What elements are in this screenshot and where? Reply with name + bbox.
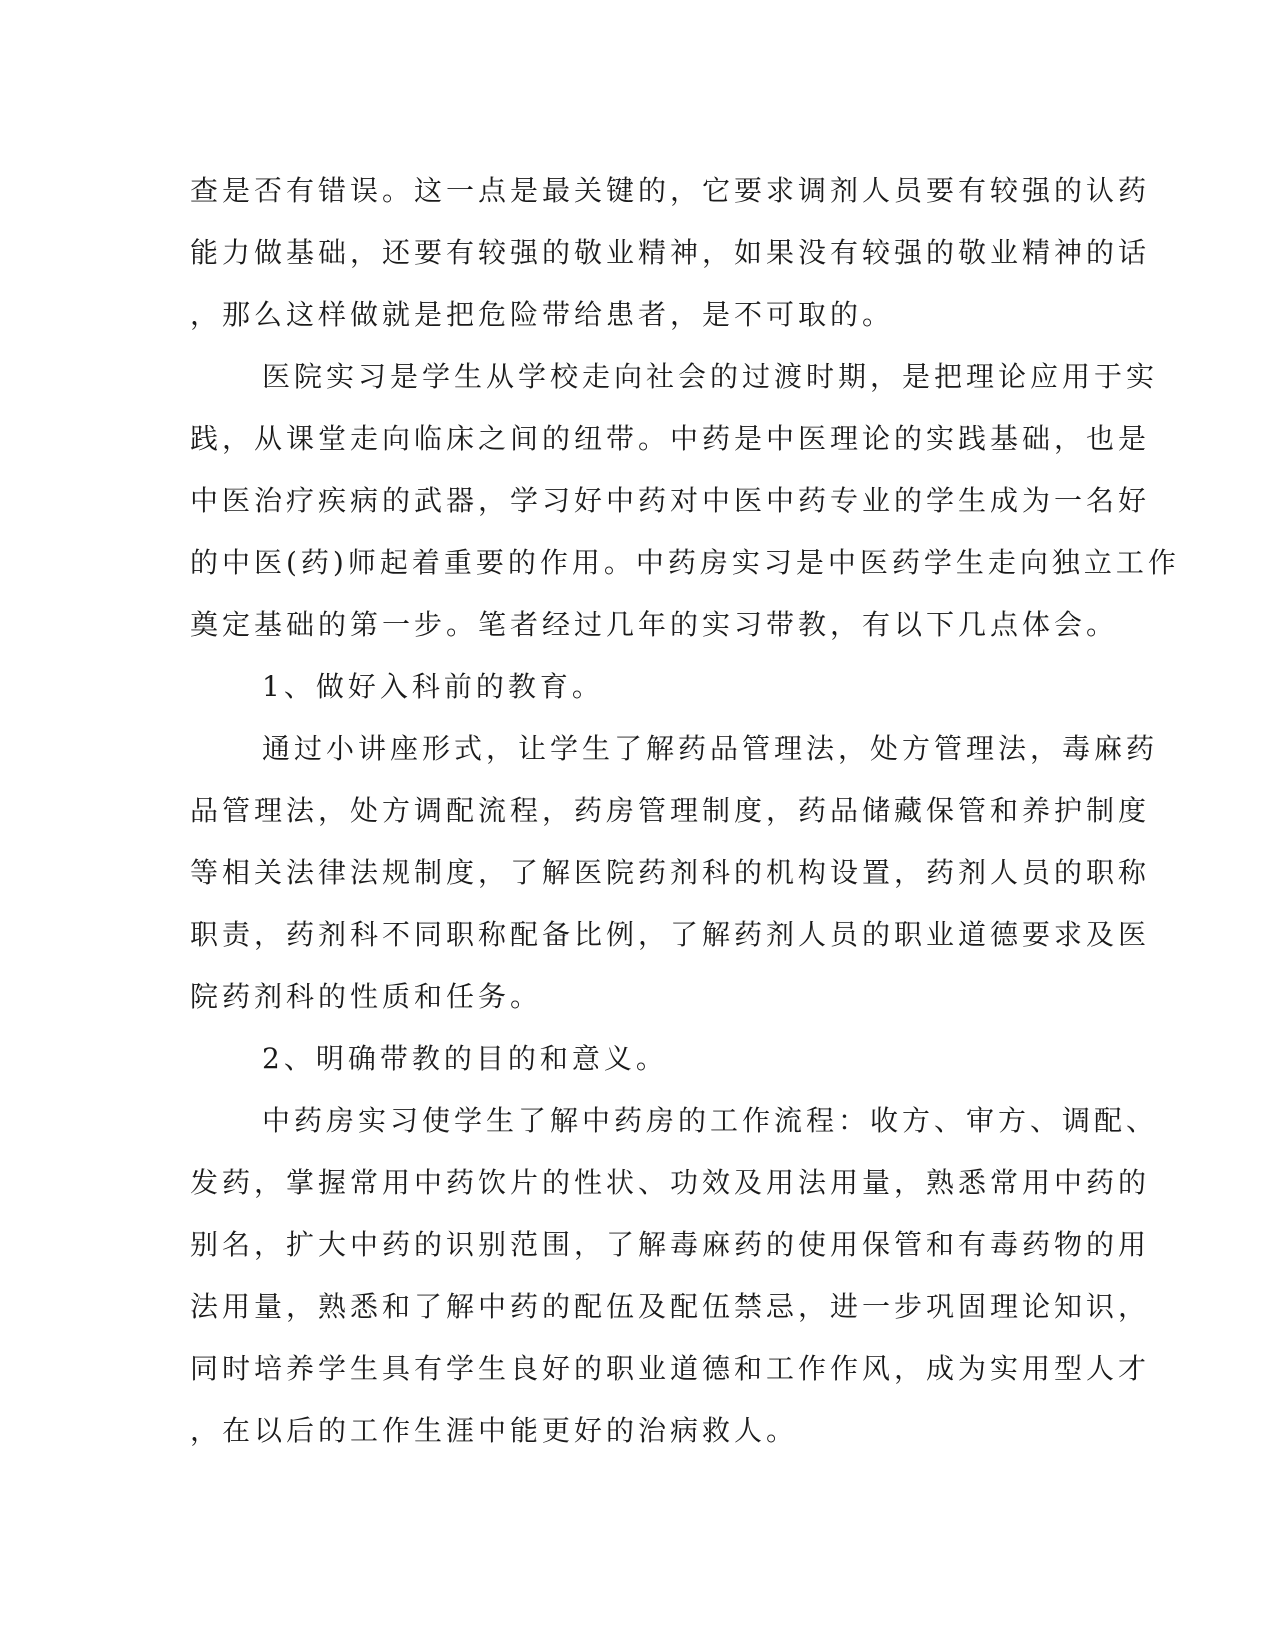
text-line: 等相关法律法规制度，了解医院药剂科的机构设置，药剂人员的职称 <box>190 856 1151 889</box>
text-line: ，那么这样做就是把危险带给患者，是不可取的。 <box>190 298 895 331</box>
document-body <box>190 160 1180 1462</box>
text-line: ，在以后的工作生涯中能更好的治病救人。 <box>190 1414 799 1447</box>
text-line: 品管理法，处方调配流程，药房管理制度，药品储藏保管和养护制度 <box>190 794 1151 827</box>
paragraph-first-line: 2、明确带教的目的和意义。 <box>262 1042 668 1075</box>
text-line: 奠定基础的第一步。笔者经过几年的实习带教，有以下几点体会。 <box>190 608 1119 641</box>
paragraph-first-line: 1、做好入科前的教育。 <box>262 670 604 703</box>
text-line: 能力做基础，还要有较强的敬业精神，如果没有较强的敬业精神的话 <box>190 236 1151 269</box>
text-line: 别名，扩大中药的识别范围，了解毒麻药的使用保管和有毒药物的用 <box>190 1228 1151 1261</box>
text-line: 的中医(药)师起着重要的作用。中药房实习是中医药学生走向独立工作 <box>190 546 1180 579</box>
paragraph-first-line: 中药房实习使学生了解中药房的工作流程：收方、审方、调配、 <box>262 1104 1159 1137</box>
text-line: 发药，掌握常用中药饮片的性状、功效及用法用量，熟悉常用中药的 <box>190 1166 1151 1199</box>
paragraph-first-line: 医院实习是学生从学校走向社会的过渡时期，是把理论应用于实 <box>262 360 1159 393</box>
text-line: 法用量，熟悉和了解中药的配伍及配伍禁忌，进一步巩固理论知识， <box>190 1290 1151 1323</box>
text-line: 同时培养学生具有学生良好的职业道德和工作作风，成为实用型人才 <box>190 1352 1151 1385</box>
text-line: 查是否有错误。这一点是最关键的，它要求调剂人员要有较强的认药 <box>190 174 1151 207</box>
paragraph-first-line: 通过小讲座形式，让学生了解药品管理法，处方管理法，毒麻药 <box>262 732 1159 765</box>
text-line: 践，从课堂走向临床之间的纽带。中药是中医理论的实践基础，也是 <box>190 422 1151 455</box>
text-line: 职责，药剂科不同职称配备比例，了解药剂人员的职业道德要求及医 <box>190 918 1151 951</box>
text-line: 中医治疗疾病的武器，学习好中药对中医中药专业的学生成为一名好 <box>190 484 1151 517</box>
text-line: 院药剂科的性质和任务。 <box>190 980 543 1013</box>
